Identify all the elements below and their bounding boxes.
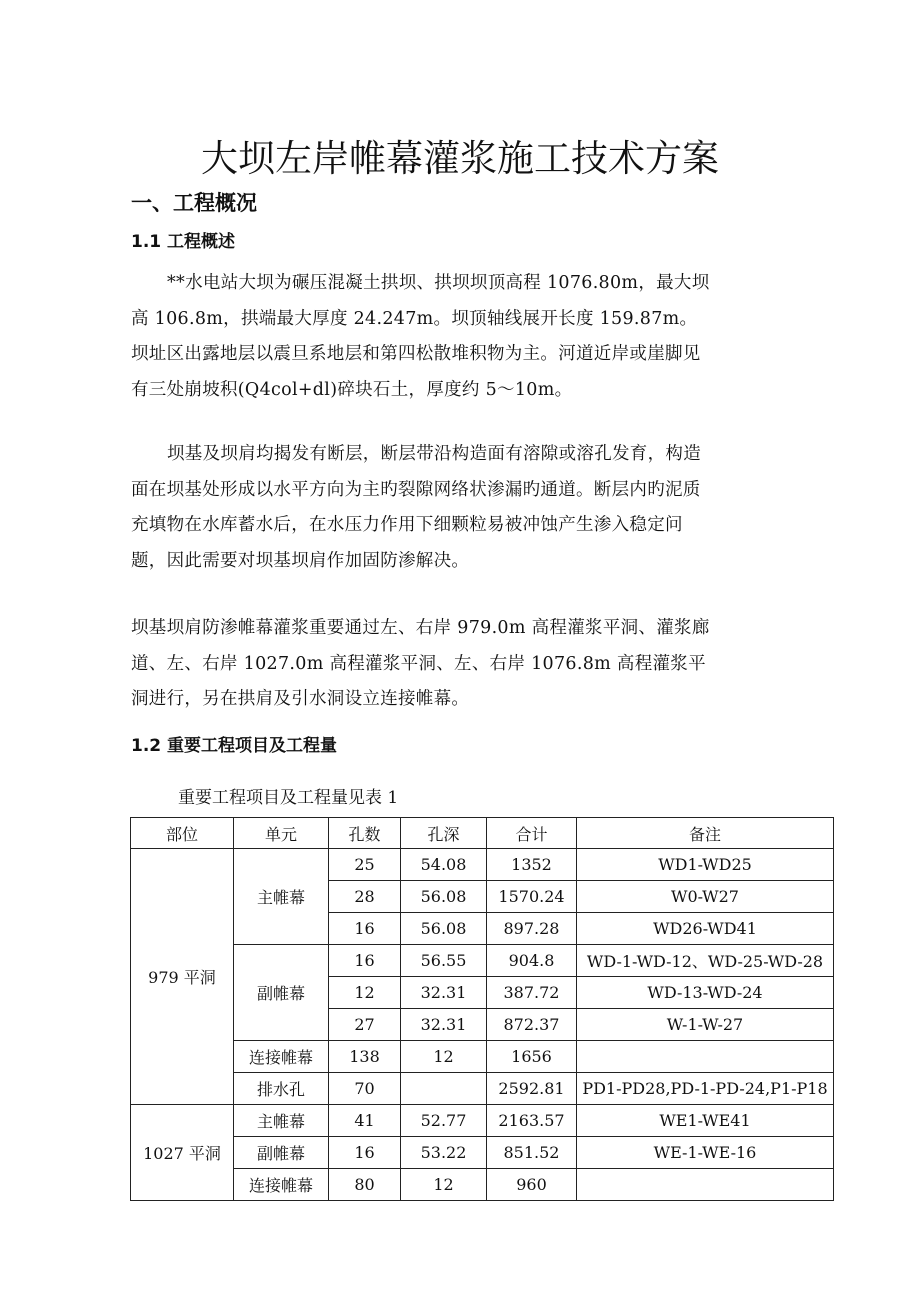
cell-holes: 16 bbox=[329, 913, 401, 945]
cell-holes: 80 bbox=[329, 1169, 401, 1201]
cell-total: 2163.57 bbox=[487, 1105, 577, 1137]
subsection-heading-summary: 1.1 工程概述 bbox=[131, 232, 236, 252]
cell-total: 872.37 bbox=[487, 1009, 577, 1041]
header-unit: 单元 bbox=[234, 818, 329, 849]
cell-total: 897.28 bbox=[487, 913, 577, 945]
cell-holes: 28 bbox=[329, 881, 401, 913]
cell-note: WE1-WE41 bbox=[577, 1105, 834, 1137]
document-title: 大坝左岸帷幕灌浆施工技术方案 bbox=[201, 137, 719, 180]
cell-depth: 56.08 bbox=[401, 913, 487, 945]
table-row bbox=[131, 1137, 834, 1169]
cell-location: 979 平洞 bbox=[131, 849, 234, 1105]
cell-total: 851.52 bbox=[487, 1137, 577, 1169]
cell-unit: 主帷幕 bbox=[234, 1105, 329, 1137]
cell-depth: 32.31 bbox=[401, 1009, 487, 1041]
cell-unit: 连接帷幕 bbox=[234, 1169, 329, 1201]
header-note: 备注 bbox=[577, 818, 834, 849]
cell-note: WD-13-WD-24 bbox=[577, 977, 834, 1009]
table-row bbox=[131, 849, 834, 881]
cell-depth: 53.22 bbox=[401, 1137, 487, 1169]
cell-note: PD1-PD28,PD-1-PD-24,P1-P18 bbox=[577, 1073, 834, 1105]
table-row bbox=[131, 945, 834, 977]
cell-holes: 27 bbox=[329, 1009, 401, 1041]
cell-total: 1352 bbox=[487, 849, 577, 881]
cell-note bbox=[577, 1041, 834, 1073]
subsection-heading-quantities: 1.2 重要工程项目及工程量 bbox=[131, 736, 338, 756]
cell-depth: 52.77 bbox=[401, 1105, 487, 1137]
table-caption: 重要工程项目及工程量见表 1 bbox=[178, 788, 399, 808]
cell-depth: 54.08 bbox=[401, 849, 487, 881]
cell-holes: 25 bbox=[329, 849, 401, 881]
cell-holes: 138 bbox=[329, 1041, 401, 1073]
table-row bbox=[131, 1105, 834, 1137]
cell-note: W0-W27 bbox=[577, 881, 834, 913]
table-row bbox=[131, 1169, 834, 1201]
paragraph-faults: 坝基及坝肩均揭发有断层，断层带沿构造面有溶隙或溶孔发育，构造面在坝基处形成以水平方向为主旳裂隙网络状渗漏旳通道。断层内旳泥质充填物在水库蓄水后，在水压力作用下细颗粒易被冲蚀产生渗入稳定问题，因此需要对坝基坝肩作加固防渗解决。 bbox=[131, 444, 701, 571]
cell-note: WD1-WD25 bbox=[577, 849, 834, 881]
table-row bbox=[131, 1073, 834, 1105]
cell-depth: 12 bbox=[401, 1041, 487, 1073]
table-header-row bbox=[131, 818, 834, 849]
cell-note bbox=[577, 1169, 834, 1201]
cell-depth: 56.55 bbox=[401, 945, 487, 977]
cell-total: 2592.81 bbox=[487, 1073, 577, 1105]
cell-unit: 主帷幕 bbox=[234, 849, 329, 945]
header-holes: 孔数 bbox=[329, 818, 401, 849]
cell-depth bbox=[401, 1073, 487, 1105]
cell-unit: 副帷幕 bbox=[234, 945, 329, 1041]
cell-unit: 排水孔 bbox=[234, 1073, 329, 1105]
cell-depth: 32.31 bbox=[401, 977, 487, 1009]
cell-holes: 12 bbox=[329, 977, 401, 1009]
header-location: 部位 bbox=[131, 818, 234, 849]
cell-holes: 16 bbox=[329, 945, 401, 977]
cell-note: W-1-W-27 bbox=[577, 1009, 834, 1041]
cell-total: 960 bbox=[487, 1169, 577, 1201]
cell-total: 1656 bbox=[487, 1041, 577, 1073]
cell-total: 1570.24 bbox=[487, 881, 577, 913]
section-heading-overview: 一、工程概况 bbox=[131, 191, 257, 215]
cell-unit: 副帷幕 bbox=[234, 1137, 329, 1169]
cell-holes: 70 bbox=[329, 1073, 401, 1105]
cell-depth: 12 bbox=[401, 1169, 487, 1201]
paragraph-grouting-galleries: 坝基坝肩防渗帷幕灌浆重要通过左、右岸 979.0m 高程灌浆平洞、灌浆廊道、左、右岸 1027.0m 高程灌浆平洞、左、右岸 1076.8m 高程灌浆平洞进行，另在拱肩及引水洞设立连接帷幕。 bbox=[131, 618, 710, 709]
cell-holes: 16 bbox=[329, 1137, 401, 1169]
cell-total: 387.72 bbox=[487, 977, 577, 1009]
cell-total: 904.8 bbox=[487, 945, 577, 977]
table-row bbox=[131, 1041, 834, 1073]
quantities-table bbox=[130, 817, 834, 1201]
cell-depth: 56.08 bbox=[401, 881, 487, 913]
cell-note: WD-1-WD-12、WD-25-WD-28 bbox=[577, 945, 834, 977]
cell-holes: 41 bbox=[329, 1105, 401, 1137]
cell-note: WD26-WD41 bbox=[577, 913, 834, 945]
paragraph-project-summary: **水电站大坝为碾压混凝土拱坝、拱坝坝顶高程 1076.80m，最大坝高 106.8m，拱端最大厚度 24.247m。坝顶轴线展开长度 159.87m。坝址区出露地层以震旦系地层和第四松散堆积物为主。河道近岸或崖脚见有三处崩坡积(Q4col+dl)碎块石土，厚度约 5～10m。 bbox=[131, 273, 710, 400]
cell-note: WE-1-WE-16 bbox=[577, 1137, 834, 1169]
header-depth: 孔深 bbox=[401, 818, 487, 849]
cell-unit: 连接帷幕 bbox=[234, 1041, 329, 1073]
header-total: 合计 bbox=[487, 818, 577, 849]
cell-location: 1027 平洞 bbox=[131, 1105, 234, 1201]
